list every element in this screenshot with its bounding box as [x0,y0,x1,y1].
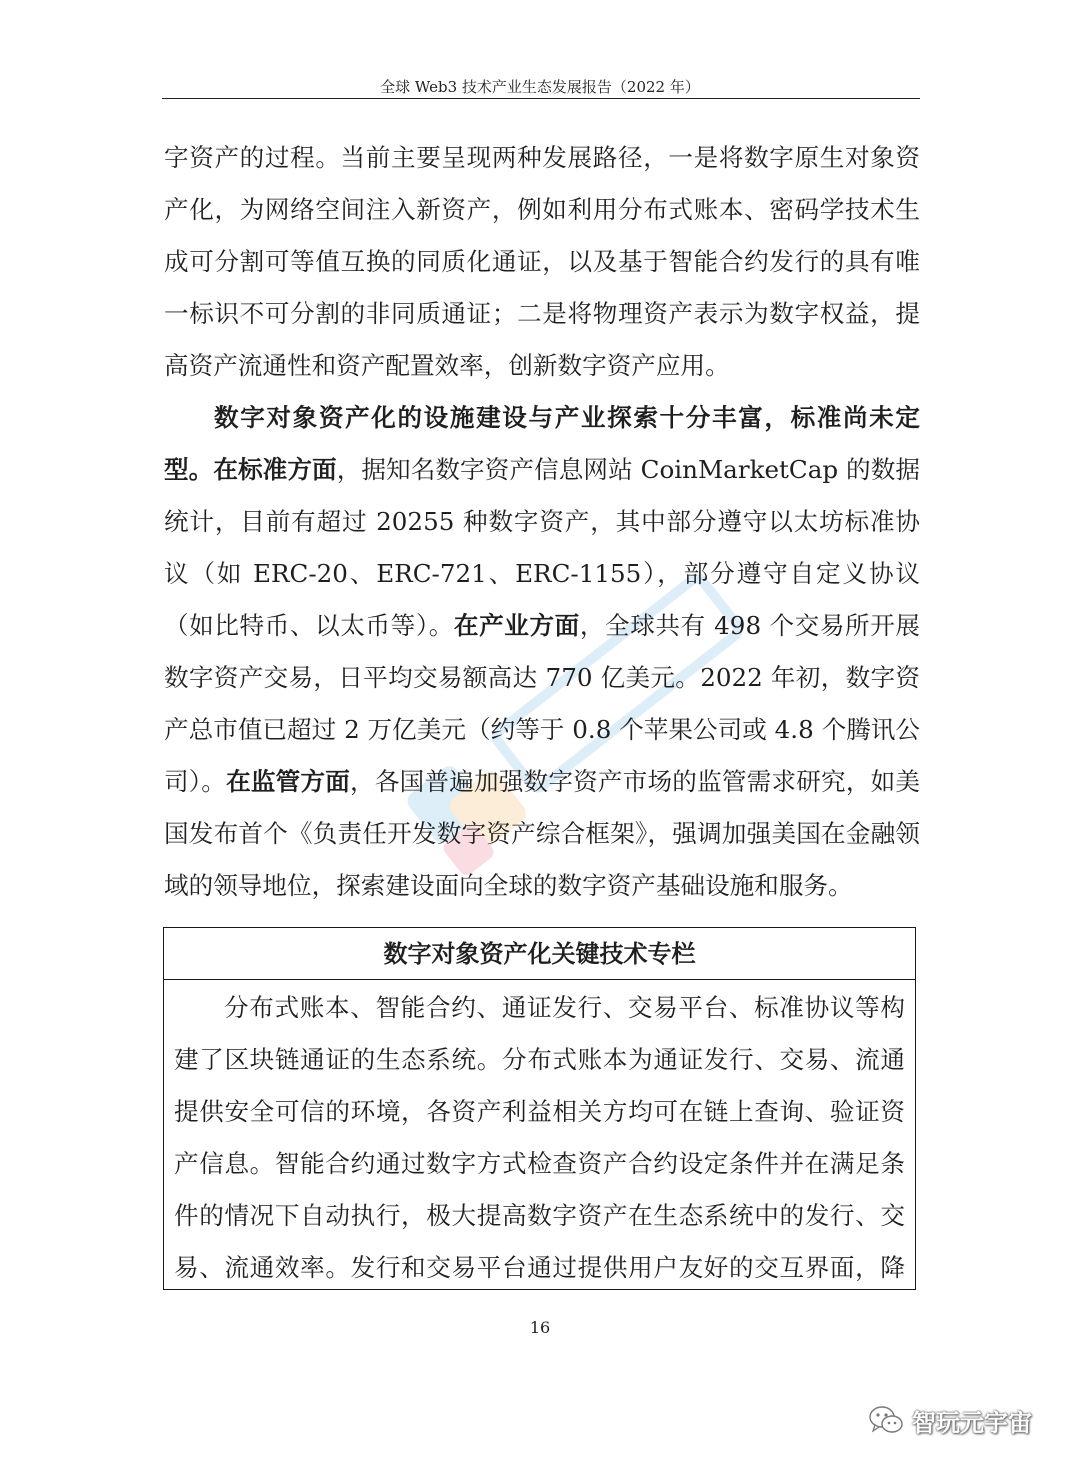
heading-regulation: 在监管方面 [226,767,351,796]
tech-column-box [163,927,916,1290]
tech-column-body [164,980,915,1290]
heading-industry: 在产业方面 [453,611,580,640]
wechat-account-name: 智玩元宇宙 [912,1408,1032,1437]
heading-standards: 在标准方面 [213,455,337,484]
regulation-text: ，各国普遍加强数字资产市场的监管需求研究，如美国发布首个《负责任开发数字资产综合框架》，强调加强美国在金融领域的领导地位，探索建设面向全球的数字资产基础设施和服务。 [164,767,920,900]
page-number: 16 [529,1318,551,1337]
tech-column-title: 数字对象资产化关键技术专栏 [164,928,915,980]
paragraph-2 [164,392,920,912]
tech-column-text: 分布式账本、智能合约、通证发行、交易平台、标准协议等构建了区块链通证的生态系统。分布式账本为通证发行、交易、流通提供安全可信的环境，各资产利益相关方均可在链上查询、验证资产信息。智能合约通过数字方式检查资产合约设定条件并在满足条件的情况下自动执行，极大提高数字资产在生态系统中的发行、交易、流通效率。发行和交易平台通过提供用户友好的交互界面，降 [174,993,905,1282]
paragraph-1: 字资产的过程。当前主要呈现两种发展路径，一是将数字原生对象资产化，为网络空间注入新资产，例如利用分布式账本、密码学技术生成可分割可等值互换的同质化通证，以及基于智能合约发行的具有唯一标识不可分割的非同质通证；二是将物理资产表示为数字权益，提高资产流通性和资产配置效率，创新数字资产应用。 [164,143,920,380]
standards-text: ，据知名数字资产信息网站 CoinMarketCap 的数据统计，目前有超过 20255 种数字资产，其中部分遵守以太坊标准协议（如 ERC-20、ERC-721、ERC-1155），部分遵守自定义协议（如比特币、以太币等）。 [164,455,920,640]
industry-text: ，全球共有 498 个交易所开展数字资产交易，日平均交易额高达 770 亿美元。2022 年初，数字资产总市值已超过 2 万亿美元（约等于 0.8 个苹果公司或 4.8 个腾讯公司）。 [164,611,921,796]
running-header: 全球 Web3 技术产业生态发展报告（2022 年） [380,78,700,96]
paragraph-2-lead: 数字对象资产化的设施建设与产业探索十分丰富，标准尚未定型。 [164,403,920,484]
wechat-icon [868,1404,904,1436]
wechat-account-badge [868,1402,1032,1438]
header-rule [162,98,920,99]
main-text [164,132,920,912]
